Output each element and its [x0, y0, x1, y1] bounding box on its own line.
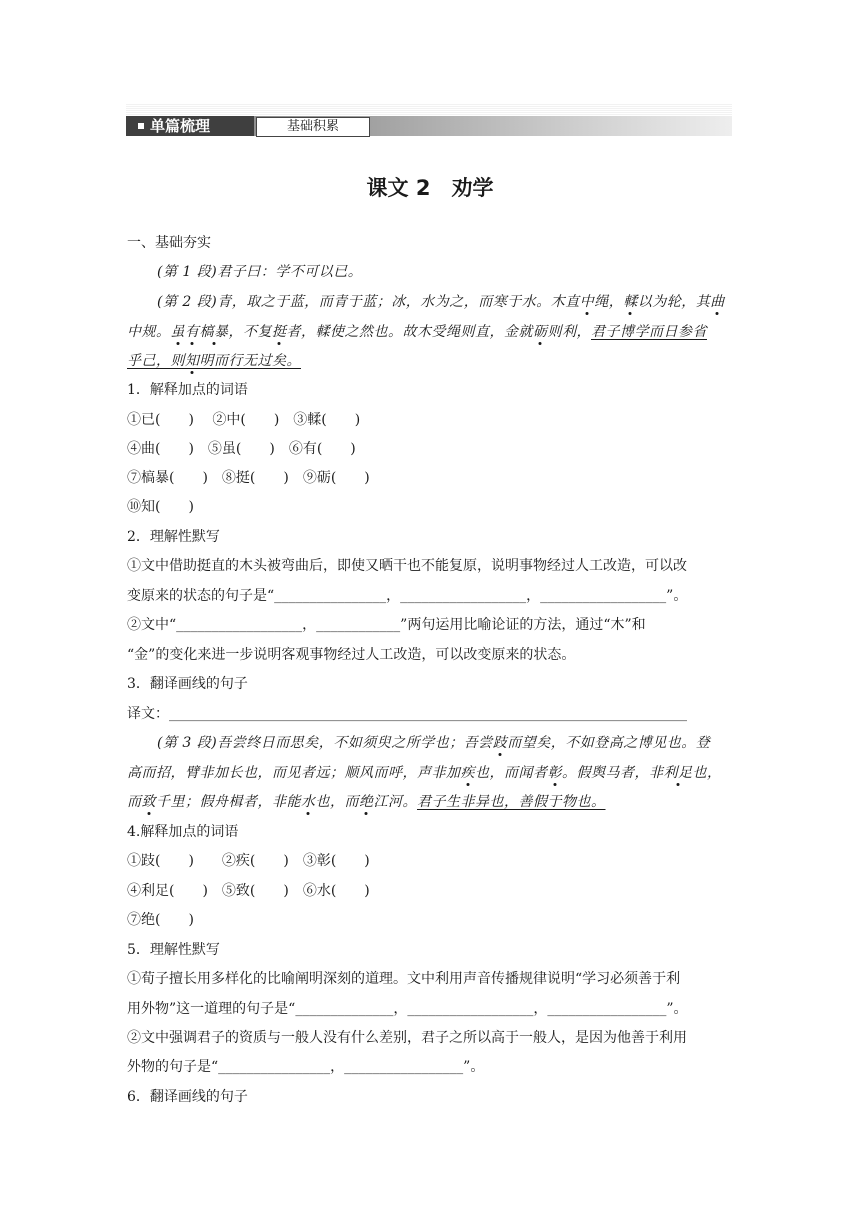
question-5-title: 5．理解性默写: [127, 942, 220, 958]
square-bullet-icon: [138, 123, 144, 129]
question-3-answer: 译文：__________________________________________________________________________: [127, 706, 687, 722]
question-6-title: 6．翻译画线的句子: [127, 1089, 248, 1105]
paragraph-2-line-1: (第 2 段)青，取之于蓝，而青于蓝；冰，水为之，而寒于水。木直中绳，輮以为轮，其曲: [157, 294, 725, 310]
question-1-row: ⑦槁暴( ) ⑧挺( ) ⑨砺( ): [127, 470, 370, 486]
paragraph-2-line-3: [127, 351, 301, 371]
question-5-line: ②文中强调君子的资质与一般人没有什么差别，君子之所以高于一般人，是因为他善于利用: [127, 1030, 687, 1046]
banner-subsection-label: 基础积累: [256, 117, 370, 137]
banner-section-text: 单篇梳理: [150, 117, 211, 135]
question-5-line: ①荀子擅长用多样化的比喻阐明深刻的道理。文中利用声音传播规律说明“学习必须善于利: [127, 971, 681, 987]
paragraph-1: (第 1 段)君子曰：学不可以已。: [157, 264, 363, 280]
page-title: 课文 2 劝学: [366, 176, 494, 200]
question-2-line: ②文中“__________________，____________”两句运用比喻论证的方法，通过“木”和: [127, 617, 646, 633]
dotted-word: 疾: [460, 765, 475, 781]
question-4-row: ④利足( ) ⑤致( ) ⑥水( ): [127, 883, 370, 899]
dotted-word: 致: [141, 794, 156, 810]
question-5-line: 用外物”这一道理的句子是“______________，__________________，_________________”。: [127, 1001, 688, 1017]
dotted-word: 绝: [359, 794, 374, 810]
question-1-row: ①已( ) ②中( ) ③輮( ): [127, 412, 361, 428]
underlined-sentence: 君子博学而日参省: [591, 324, 707, 340]
question-1-row: ④曲( ) ⑤虽( ) ⑥有( ): [127, 441, 356, 457]
question-4-row: ⑦绝( ): [127, 912, 194, 928]
underlined-sentence: 君子生非异也，善假于物也。: [417, 794, 606, 810]
section-heading: 一、基础夯实: [127, 235, 211, 251]
underlined-sentence: 明而行无过矣。: [199, 353, 301, 369]
question-2-line: “金”的变化来进一步说明客观事物经过人工改造，可以改变原来的状态。: [127, 647, 576, 663]
dotted-word: 利足: [663, 765, 693, 781]
banner-stripes: [126, 104, 732, 116]
dotted-word: 輮: [623, 294, 638, 310]
question-4-title: 4.解释加点的词语: [127, 824, 239, 840]
question-3-title: 3．翻译画线的句子: [127, 676, 248, 692]
section-banner: [126, 104, 732, 136]
dotted-word: 知: [185, 353, 200, 369]
dotted-word: 槁暴: [199, 324, 229, 340]
question-1-row: ⑩知( ): [127, 499, 194, 515]
question-1-title: 1．解释加点的词语: [127, 382, 248, 398]
dotted-word: 砺: [533, 324, 548, 340]
dotted-word: 曲: [710, 294, 725, 310]
question-2-line: 变原来的状态的句子是“________________，__________________，__________________”。: [127, 588, 688, 604]
dotted-word: 彰: [547, 765, 562, 781]
underlined-sentence: 乎己，则: [127, 353, 185, 369]
question-5-line: 外物的句子是“________________，_________________”。: [127, 1059, 485, 1075]
dotted-word: 有: [185, 324, 200, 340]
banner-section-label: [126, 116, 254, 136]
paragraph-3-line-2: 高而招，臂非加长也，而见者远；顺风而呼，声非加疾也，而闻者彰。假舆马者，非利足也，: [127, 765, 722, 781]
question-4-row: ①跂( ) ②疾( ) ③彰( ): [127, 853, 370, 869]
dotted-word: 挺: [272, 324, 287, 340]
dotted-word: 水: [301, 794, 316, 810]
paragraph-3-line-3: 而致千里；假舟楫者，非能水也，而绝江河。君子生非异也，善假于物也。: [127, 794, 606, 810]
paragraph-3-line-1: (第 3 段)吾尝终日而思矣，不如须臾之所学也；吾尝跂而望矣，不如登高之博见也。登: [157, 735, 711, 751]
dotted-word: 虽: [170, 324, 185, 340]
question-2-line: ①文中借助挺直的木头被弯曲后，即使又晒干也不能复原，说明事物经过人工改造，可以改: [127, 558, 687, 574]
dotted-word: 中: [579, 294, 595, 310]
dotted-word: 跂: [492, 735, 508, 751]
question-2-title: 2．理解性默写: [127, 529, 220, 545]
paragraph-2-line-2: 中规。虽有槁暴，不复挺者，輮使之然也。故木受绳则直，金就砺则利，君子博学而日参省: [127, 324, 707, 340]
